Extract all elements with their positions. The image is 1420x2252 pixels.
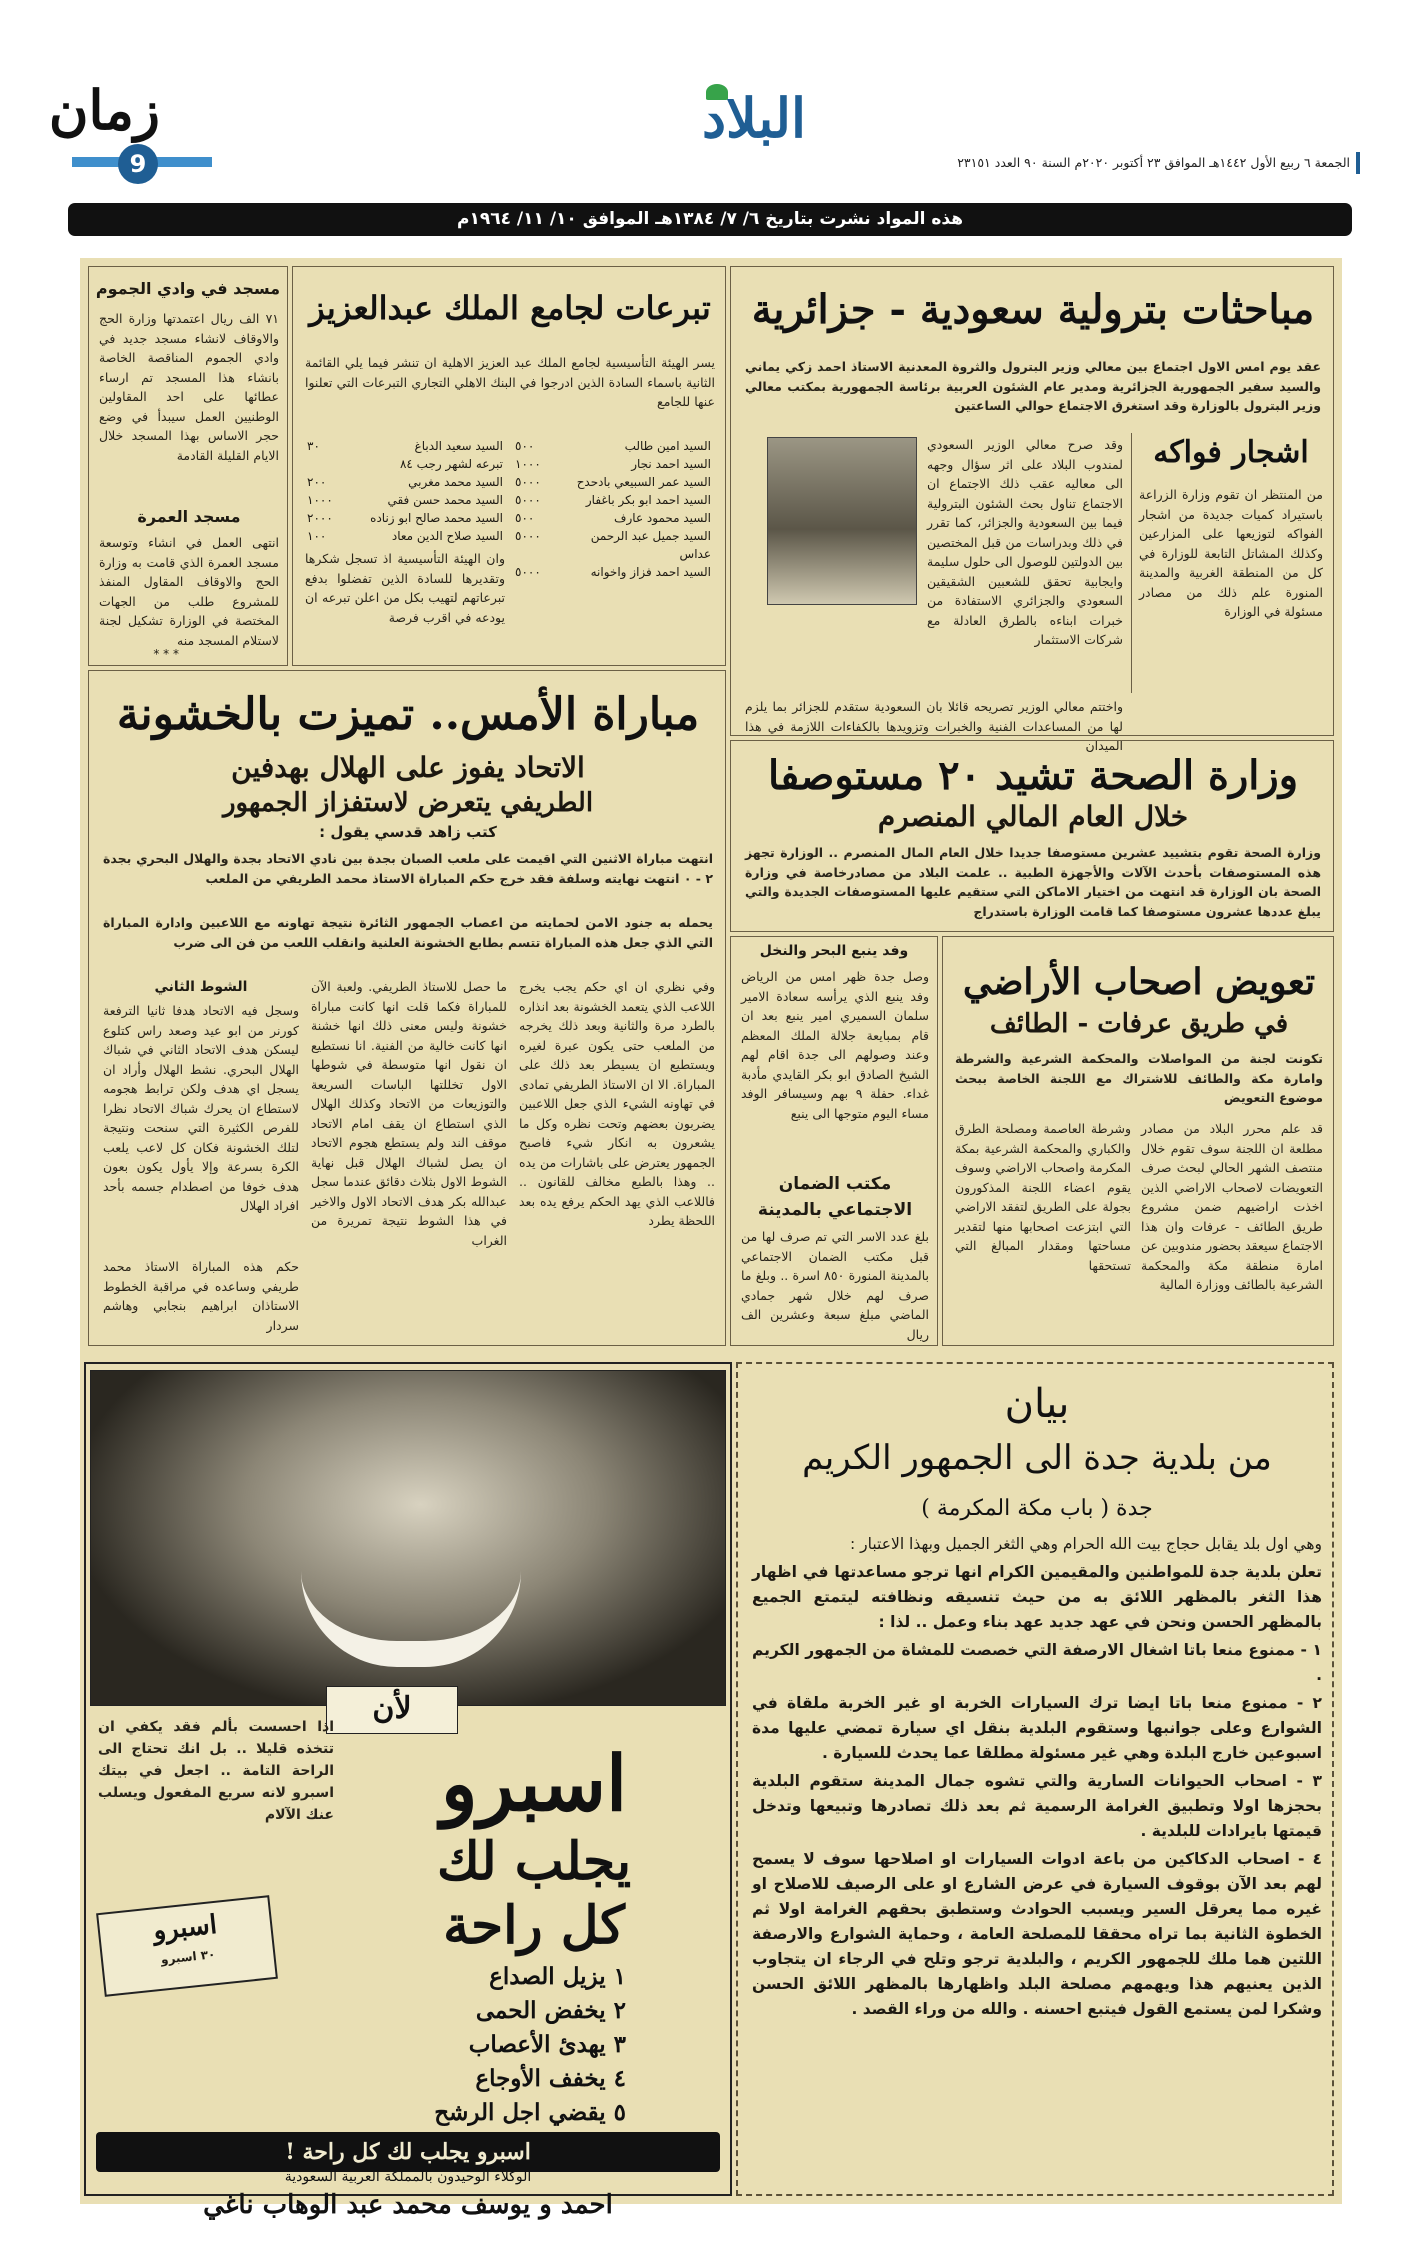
- ad-benefit-item: ٢ يخفض الحمى: [475, 1997, 626, 2024]
- headline: مباحثات بترولية سعودية - جزائرية: [751, 286, 1315, 333]
- donation-row: السيد احمد ابو بكر باغفار ٥٠٠٠: [515, 493, 711, 507]
- subheadline: في طريق عرفات - الطائف: [989, 1009, 1289, 1039]
- statement-paragraph: تعلن بلدية جدة للمواطنين والمقيمين الكرام انها ترجو مساعدتها في اظهار هذا الثغر بالمظهر اللائق به من حيث تنسيقه ونظافته ليتمتع الجميع بالمظهر الحسن ونحن في عهد جديد عهد بناء وعمل .. لذا :: [752, 1563, 1322, 1631]
- headline: مباراة الأمس.. تميزت بالخشونة: [116, 689, 700, 740]
- statement-body: [752, 1532, 1322, 2188]
- article-health: [730, 740, 1334, 932]
- ad-brand: اسبرو: [440, 1739, 628, 1828]
- statement-paragraph: ٤ - اصحاب الدكاكين من باعة ادوات السيارات او اصلاحها سوف لا يسمح لهم بعد الآن بوقوف السيارة في عرض الشارع او على الرصيف للاصلاح او غيره مما يعرقل السير ويسبب الحوادث وستطبق بحقهم الغرامة اولا ثم الخطوة الثانية بما تراه محققا للمصلحة العامة ، وحماية الشوارع والارصفة اللتين هما ملك للجمهور الكريم ، والبلدية ترجو وتلح في الرجاء ان يتجاوب الذين يعنيهم هذا ويهمهم مصلحة البلد واظهارها بالمظهر اللائق الحسن وشكرا لمن يستمع القول فيتبع احسنه . والله من وراء القصد .: [752, 1850, 1322, 2018]
- headline: تعويض اصحاب الأراضي: [962, 961, 1316, 1003]
- subheadline: الطريفي يتعرض لاستفزاز الجمهور: [222, 788, 594, 818]
- donation-row: السيد جميل عبد الرحمن عداس ٥٠٠٠: [515, 529, 711, 561]
- ad-benefit-item: ٤ يخفف الأوجاع: [475, 2065, 626, 2092]
- ad-benefit-item: ٥ يقضي اجل الرشح: [434, 2099, 626, 2126]
- headline: اشجار فواكه: [1153, 435, 1309, 470]
- ad-portrait-photo: [90, 1370, 726, 1706]
- advertisement-aspro: [84, 1362, 732, 2196]
- article-compensation: [942, 936, 1334, 1346]
- headline: تبرعات لجامع الملك عبدالعزيز: [309, 289, 711, 327]
- minister-photo: [767, 437, 917, 605]
- article-lead: يحمله به جنود الامن لحمايته من اعصاب الجمهور الثائرة نتيجة تهاونه مع اللاعبين وادارة المباراة التي الذي جعل هذه المباراة تتسم بطابع الخشونة العلنية وانقلب اللعب من فن الى ضرب: [103, 915, 713, 950]
- dateline: الجمعة ٦ ربيع الأول ١٤٤٢هـ الموافق ٢٣ أكتوبر ٢٠٢٠م السنة ٩٠ العدد ٢٣١٥١: [1002, 152, 1360, 174]
- donation-row: السيد امين طالب ٥٠٠: [515, 439, 711, 453]
- statement-location: جدة ( باب مكة المكرمة ): [921, 1496, 1153, 1521]
- article-closing: وان الهيئة التأسيسية اذ تسجل شكرها وتقديرها للسادة الذين تفضلوا بدفع تبرعاتهم لتهيب بكل من اعلن تبرعه ان يودعه في اقرب فرصة: [305, 551, 505, 625]
- article-municipality-statement: [736, 1362, 1334, 2196]
- donation-row: السيد عمر السبيعي بادحدح ٥٠٠٠: [515, 475, 711, 489]
- article-body: بلغ عدد الاسر التي تم صرف لها من قبل مكتب الضمان الاجتماعي بالمدينة المنورة ٨٥٠ اسرة .. وبلغ ما صرف لهم خلال شهر جمادي الماضي مبلغ سبعة وعشرين الف ريال: [741, 1229, 929, 1342]
- ad-product-pack: [96, 1895, 278, 1997]
- newspaper-logo[interactable]: [686, 78, 822, 158]
- donation-row: السيد محمد صالح ابو زناده ٢٠٠٠: [307, 511, 503, 525]
- ad-pack-strip: ٣٠ اسبرو: [160, 1947, 217, 1967]
- donation-list-left: [305, 437, 505, 645]
- ad-agents-line: الوكلاء الوحيدون بالمملكة العربية السعودية: [284, 2169, 532, 2185]
- article-column: وشرطة العاصمة ومصلحة الطرق والكباري والمحكمة الشرعية بمكة المكرمة واصحاب الاراضي وسوف يقوم اعضاء اللجنة المذكورون بجولة على الطريق لتفقد الاراضي التي ابتزعت اصحابها منها لتقدير مساحتها ومقدار المبالغ التي تستحقها: [955, 1121, 1131, 1273]
- ad-smile-shape: [301, 1571, 521, 1667]
- ad-pack-label: اسبرو: [151, 1909, 219, 1947]
- column-rule: [1131, 433, 1132, 693]
- article-column: قد علم محرر البلاد من مصادر مطلعة ان اللجنة سوف تقوم خلال منتصف الشهر الحالي لبحث صرف التعويضات لاصحاب الاراضي الذين اخذت اراضيهم ضمن مشروع طريق الطائف - عرفات وان هذا الاجتماع سيعقد بحضور مندوبين عن امارة منطقة مكة والمحكمة الشرعية بالطائف ووزارة المالية: [1141, 1121, 1323, 1292]
- article-column: وسجل فيه الاتحاد هدفا ثانيا الترفعة كورنر من ابو عيد وصعد راس كتلوع ليسكن هدف الاتحاد الثاني في شباك الهلال البحري. نشط الهلال وأراد ان يسجل اي هدف ولكن ترابط هجومه لاستطاع ان يحرك شباك الاتحاد نظرا للفرص الكثيرة التي سنحت ونتيجة لتلك الخشونة فكان كل لاعب يلعب الكرة بسرعة وإلا يأول يكون بعون هدف خوفا من اصطدام جسمه بأحد افراد الهلال: [103, 1003, 299, 1213]
- article-lead: انتهت مباراة الاثنين التي اقيمت على ملعب الصبان بجدة بين نادي الاتحاد بجدة والهلال البحري بجدة ٢ - ٠ انتهت نهايته وسلفة فقد خرج حكم المباراة الاستاذ محمد الطريفي من الملعب: [103, 851, 713, 886]
- article-closing: واختتم معالي الوزير تصريحه قائلا بان السعودية ستقدم للجزائر بما يلزم لها من المساعدات الفنية والخبرات وتزويدها بالكفاءات اللازمة في هذا الميدان: [745, 699, 1123, 753]
- separator-stars: * * *: [153, 647, 179, 661]
- statement-paragraph: ١ - ممنوع منعا باتا اشغال الارصفة التي خصصت للمشاة من الجمهور الكريم .: [752, 1641, 1322, 1684]
- byline: كتب زاهد قدسي يقول :: [319, 823, 497, 841]
- donation-row: السيد محمد حسن فقي ١٠٠٠: [307, 493, 503, 507]
- ad-blurb: اذا احسست بألم فقد يكفي ان تتخذه قليلا .. بل انك تحتاج الى الراحة التامة .. اجعل في بيتك اسبرو لانه سريع المفعول ويسلب عنك الآلام: [98, 1719, 334, 1823]
- statement-subtitle: من بلدية جدة الى الجمهور الكريم: [802, 1438, 1272, 1478]
- article-body: من المنتظر ان تقوم وزارة الزراعة باستيراد كميات جديدة من اشجار الفواكه لتوزيعها على المزارعين وكذلك المشاتل التابعة للوزارة في كل من المنطقة الغربية والمدينة المنورة علم ذلك من مصادر مسئولة في الوزارة: [1139, 487, 1323, 619]
- donation-list-right: [513, 437, 713, 581]
- article-column: وفي نظري ان اي حكم يجب يخرج اللاعب الذي يتعمد الخشونة بعد انذاره بالطرد مرة والثانية وبعد ذلك يخرجه من الملعب حتى يكون عبرة لغيره ويستطيع ان يسيطر بعد ذلك على المباراة. الا ان الاستاذ الطريفي تمادى في تهاونه الشيء الذي جعل اللاعبين يضربون بعضهم وتحت نظره وكل ما يشعرون به انكار شيء فاصبح الجمهور يعترض على باشارات من يده .. وهذا بالطبع مخالف للقانون .. فاللاعب الذي يهد الحكم يرفع يده بعد اللحظة يطرد: [519, 979, 715, 1228]
- statement-paragraph: ٣ - اصحاب الحيوانات السارية والتي تشوه جمال المدينة ستقوم البلدية بحجزها اولا وتطبيق الغرامة الرسمية ثم بعد ذلك تصادرها وتبيعها وتدخل قيمتها بايرادات للبلدية .: [752, 1772, 1322, 1840]
- donation-row: تبرعه لشهر رجب ٨٤: [399, 457, 503, 471]
- subheadline: الاتحاد يفوز على الهلال بهدفين: [231, 751, 585, 784]
- article-column: ما حصل للاستاذ الطريفي. ولعبة الآن للمباراة فكما قلت انها كانت مباراة خشونة وليس معنى ذلك انها خشنة انها كانت خالية من الفنية. انا نستطيع ان نقول انها متوسطة في شوطها الاول تخللتها الباسات السريعة والتوزيعات من الاتحاد وكذلك الهلال الذي استطاع ان يقف امام الاتحاد موقف الند ولم يستطع هجوم الاتحاد ان يصل لشباك الهلال قبل نهاية الشوط الاول بثلاث دقائق عندما سجل عبدالله بكر هدف الاتحاد الاول والاخير في هذا الشوط نتيجة تمريرة من الغراب: [311, 979, 507, 1248]
- headline: وفد ينبع البحر والنخل: [759, 943, 909, 959]
- ad-benefit-item: ٣ يهدئ الأعصاب: [468, 2031, 626, 2058]
- article-match: [88, 670, 726, 1346]
- section-title: زمان: [48, 78, 160, 142]
- article-body: وقد صرح معالي الوزير السعودي لمندوب البلاد على اثر سؤال وجهه الى معاليه عقب ذلك الاجتماع ان الاجتماع تناول بحث الشئون البترولية فيما بين السعودية والجزائر، كما تقرر في ذلك وبدراسات من قبل المختصين بين الدولتين للوصول الى حلول سليمة وايجابية تحقق للشعبين الشقيقين السعودي والجزائري الاستفادة من خبرات ابناءه بالطرق العادلة مع شركات الاستثمار: [927, 437, 1123, 647]
- statement-paragraph: وهي اول بلد يقابل حجاج بيت الله الحرام وهي الثغر الجميل وبهذا الاعتبار :: [850, 1535, 1322, 1553]
- headline-jumum-mosque: مسجد في وادي الجموم: [95, 279, 281, 298]
- donation-row: السيد احمد نجار ١٠٠٠: [515, 457, 711, 471]
- article-delegation: [730, 936, 938, 1346]
- article-intro: عقد يوم امس الاول اجتماع بين معالي وزير البترول والثروة المعدنية الاستاذ احمد زكي يماني والسيد سفير الجمهورية الجزائرية ومدير عام الشئون العربية برئاسة الجمهورية بمكتب معالي وزير البترول بالوزارة وقد استغرق الاجتماع حوالي الساعتين: [745, 359, 1321, 413]
- donation-row: السيد محمد مغربي ٢٠٠: [307, 475, 503, 489]
- article-donations: [292, 266, 726, 666]
- ad-brand-small: لأن: [326, 1686, 458, 1734]
- statement-paragraph: ٢ - ممنوع منعا باتا ايضا ترك السيارات الخربة او غير الخربة ملقاة في الشوارع وعلى جوانبها وستقوم البلدية بنقل اي سيارة تمضي عليها مدة اسبوعين خارج البلدة وهي غير مسئولة مطلقا عما يحدث للسيارة .: [752, 1694, 1322, 1762]
- statement-title: بيان: [1004, 1381, 1070, 1427]
- subheadline: خلال العام المالي المنصرم: [877, 800, 1189, 833]
- donation-row: السيد صلاح الدين معاد ١٠٠: [307, 529, 503, 543]
- ad-slogan: كل راحة: [443, 1895, 625, 1956]
- ad-benefit-item: ١ يزيل الصداع: [489, 1963, 626, 1990]
- page-number: 9: [118, 144, 158, 184]
- logo-text: البلاد: [701, 86, 807, 150]
- article-fruit-trees: [1139, 429, 1323, 699]
- article-closing: حكم هذه المباراة الاستاذ محمد طريفي وساعده في مراقبة الخطوط الاستاذان ابراهيم بنجابي وهاشم سردار: [103, 1259, 299, 1333]
- ad-tagline-banner: اسبرو يجلب لك كل راحة !: [96, 2132, 720, 2172]
- scanned-newspaper-page: [80, 258, 1342, 2220]
- ad-slogan: يجلب لك: [436, 1831, 632, 1892]
- headline: وزارة الصحة تشيد ٢٠ مستوصفا: [767, 752, 1299, 799]
- section-heading: الشوط الثاني: [154, 979, 248, 995]
- donation-row: السيد محمود عارف ٥٠٠: [515, 511, 711, 525]
- article-body: انتهى العمل في انشاء وتوسعة مسجد العمرة الذي قامت به وزارة الحج والاوقاف المقاول المنفذ للمشروع طلب من الجهات المختصة في الوزارة تشكيل لجنة لاستلام المسجد منه: [99, 535, 279, 648]
- ad-benefits-list: [296, 1960, 626, 2130]
- donation-row: السيد سعيد الدباغ ٣٠: [307, 439, 503, 453]
- article-intro: تكونت لجنة من المواصلات والمحكمة الشرعية والشرطة وامارة مكة والطائف للاشتراك مع اللجنة الخاصة ببحث موضوع التعويض: [955, 1051, 1323, 1105]
- headline-social-security: مكتب الضمان الاجتماعي بالمدينة: [757, 1174, 913, 1220]
- article-mosques: [88, 266, 288, 666]
- article-petroleum-talks: [730, 266, 1334, 753]
- headline-umrah-mosque: مسجد العمرة: [137, 507, 241, 526]
- ad-agents-names: احمد و يوسف محمد عبد الوهاب ناغي: [203, 2190, 613, 2220]
- article-body: ٧١ الف ريال اعتمدتها وزارة الحج والاوقاف لانشاء مسجد جديد في وادي الجموم المناقصة الخاصة بانشاء هذا المسجد تم ارساء عطائها على احد المقاولين الوطنيين العمل سيبدأ في وضع حجر الاساس بهذا المسجد خلال الايام القليلة القادمة: [99, 311, 279, 463]
- article-column-second-half: [103, 977, 299, 1337]
- archive-note-bar: هذه المواد نشرت بتاريخ ٦/ ٧/ ١٣٨٤هـ الموافق ١٠/ ١١/ ١٩٦٤م: [68, 203, 1352, 236]
- article-body: وزارة الصحة تقوم بتشييد عشرين مستوصفا جديدا خلال العام المال المنصرم .. الوزارة تجهز هذه المستوصفات بأحدث الآلات والأجهزة الطبية .. علمت البلاد من مصادرخاصة في وزارة الصحة بان الوزارة قد انتهت من اختيار الاماكن التي ستقيم عليها المستوصفات الجديدة والتي يبلغ عددها عشرون مستوصفا كما قامت الوزارة باستدراج: [745, 845, 1321, 919]
- article-body: وصل جدة ظهر امس من الرياض وفد ينبع الذي يرأسه سعادة الامير سلمان السميري امير ينبع بعد ان قام بمبايعة جلالة الملك المعظم وعند وصولهم الى جدة اقام لهم الشيخ الصادق ابو بكر القايدي مأدبة غداء. حفلة ٩ بهم وسيسافر الوفد مساء اليوم متوجها الى ينبع: [741, 969, 929, 1121]
- article-intro: يسر الهيئة التأسيسية لجامع الملك عبد العزيز الاهلية ان تنشر فيما يلي القائمة الثانية باسماء السادة الذين ادرجوا في البنك الاهلي التجاري التبرعات التي تعلنوا عنها للجامع: [305, 355, 715, 409]
- donation-row: السيد احمد فزاز واخوانه ٥٠٠٠: [515, 565, 711, 579]
